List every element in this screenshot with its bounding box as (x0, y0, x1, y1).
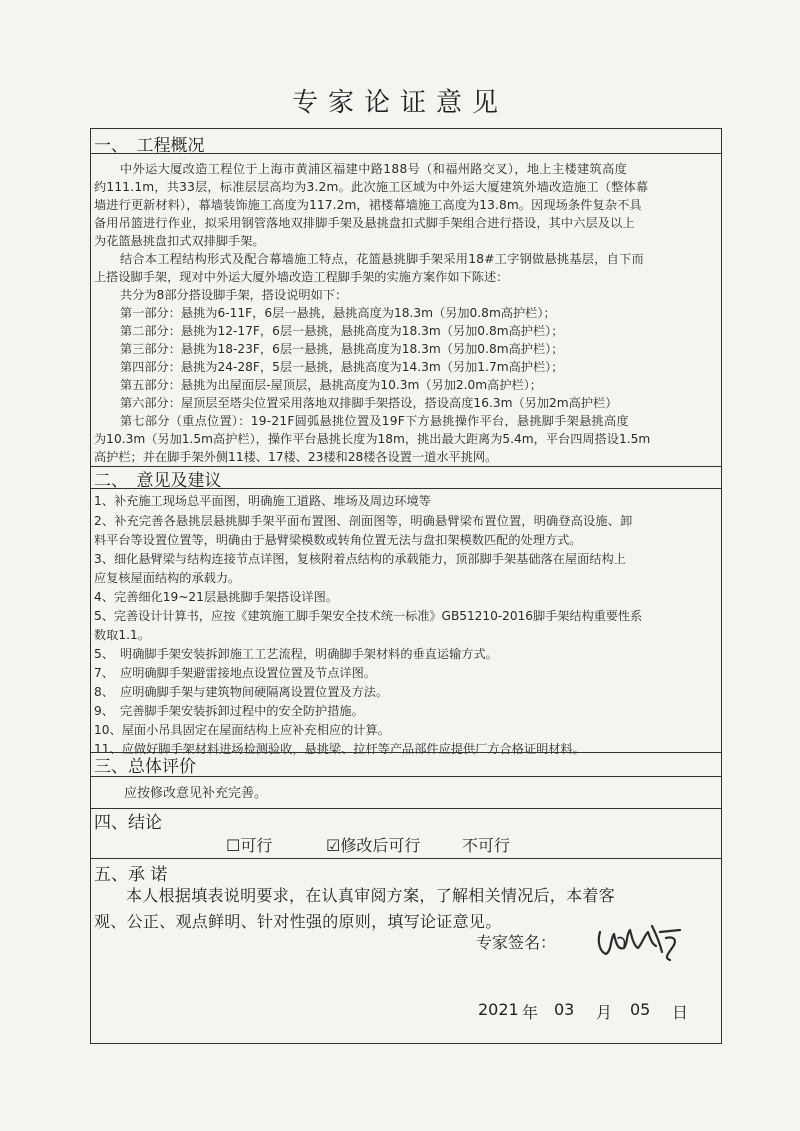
option-not-feasible[interactable] (462, 833, 510, 856)
signature-label: 专家签名： (476, 933, 557, 952)
overview-line: 为10.3m（另加1.5m高护栏），操作平台悬挑长度为18m，挑出最大距离为5.4m，平台四周搭设1.5m (94, 432, 651, 446)
date-day: 05 (630, 1000, 651, 1019)
date-month-unit: 月 (596, 1003, 613, 1022)
section-heading-opinions: 二、 意见及建议 (94, 471, 222, 491)
option-feasible[interactable] (226, 833, 272, 856)
overview-line: 第四部分：悬挑为24-28F，5层一悬挑，悬挑高度为14.3m（另加1.7m高护栏）； (120, 360, 564, 374)
date-year: 2021 (478, 1000, 519, 1019)
date-year-unit: 年 (522, 1003, 539, 1022)
overview-line: 墙进行更新材料），幕墙装饰施工高度为117.2m，裙楼幕墙施工高度为13.8m。因现场条件复杂不具 (94, 198, 642, 212)
opinion-line: 3、细化悬臂梁与结构连接节点详图，复核附着点结构的承载能力，顶部脚手架基础落在屋面结构上 (94, 552, 626, 566)
overview-line: 第二部分：悬挑为12-17F，6层一悬挑，悬挑高度为18.3m（另加0.8m高护栏）； (120, 324, 564, 338)
opinion-line: 料平台等设置位置等，明确由于悬臂梁模数或转角位置无法与盘扣架模数匹配的处理方式。 (94, 533, 582, 547)
commitment-line: 本人根据填表说明要求，在认真审阅方案，了解相关情况后，本着客 (126, 886, 616, 905)
overview-line: 为花篮悬挑盘扣式双排脚手架。 (94, 234, 265, 248)
opinion-line: 5、完善设计计算书，应按《建筑施工脚手架安全技术统一标准》GB51210-2016脚手架结构重要性系 (94, 609, 643, 623)
opinion-line: 7、 应明确脚手架避雷接地点设置位置及节点详图。 (94, 666, 376, 680)
date-day-unit: 日 (672, 1003, 689, 1022)
opinion-line: 数取1.1。 (94, 628, 150, 642)
heading-rule (90, 776, 722, 777)
overview-line: 上搭设脚手架，现对中外运大厦外墙改造工程脚手架的实施方案作如下陈述： (94, 270, 509, 284)
overview-line: 第五部分：悬挑为出屋面层-屋顶层，悬挑高度为10.3m（另加2.0m高护栏）； (120, 378, 542, 392)
document-title: 专家论证意见 (291, 88, 508, 118)
heading-rule (90, 153, 722, 154)
overview-line: 备用吊篮进行作业，拟采用钢管落地双排脚手架及悬挑盘扣式脚手架组合进行搭设，其中六层及以上 (94, 216, 635, 230)
overview-line: 第一部分：悬挑为6-11F，6层一悬挑，悬挑高度为18.3m（另加0.8m高护栏）； (120, 306, 556, 320)
checkbox-empty[interactable]: ☐ (226, 836, 241, 855)
overview-line: 第三部分：悬挑为18-23F，6层一悬挑，悬挑高度为18.3m（另加0.8m高护栏）； (120, 342, 564, 356)
overview-line: 高护栏；并在脚手架外侧11楼、17楼、23楼和28楼各设置一道水平挑网。 (94, 450, 498, 464)
option-feasible-after-revision[interactable] (326, 833, 420, 856)
overview-line: 共分为8部分搭设脚手架，搭设说明如下： (120, 288, 348, 302)
checkbox-checked[interactable]: ☑ (326, 836, 341, 855)
opinion-line: 9、 完善脚手架安装拆卸过程中的安全防护措施。 (94, 704, 364, 718)
option-label: 不可行 (462, 836, 511, 855)
section-heading-commitment: 五、承 诺 (94, 865, 168, 885)
opinion-line: 4、完善细化19~21层悬挑脚手架搭设详图。 (94, 590, 338, 604)
evaluation-text: 应按修改意见补充完善。 (124, 786, 268, 801)
opinion-line: 10、屋面小吊具固定在屋面结构上应补充相应的计算。 (94, 723, 390, 737)
opinion-line: 5、 明确脚手架安装拆卸施工工艺流程，明确脚手架材料的垂直运输方式。 (94, 647, 498, 661)
opinion-line: 8、 应明确脚手架与建筑物间硬隔离设置位置及方法。 (94, 685, 389, 699)
section-heading-overview: 一、 工程概况 (94, 136, 205, 156)
overview-line: 约111.1m，共33层，标准层层高均为3.2m。此次施工区域为中外运大厦建筑外墙改造施工（整体幕 (94, 180, 649, 194)
overview-line: 结合本工程结构形式及配合幕墙施工特点，花篮悬挑脚手架采用18#工字钢做悬挑基层，自下而 (120, 252, 644, 266)
section-heading-evaluation: 三、总体评价 (94, 757, 196, 777)
overview-line: 第七部分（重点位置）：19-21F圆弧悬挑位置及19F下方悬挑操作平台，悬挑脚手架悬挑高度 (120, 414, 629, 428)
heading-rule (90, 488, 722, 489)
opinion-line: 1、补充施工现场总平面图，明确施工道路、堆场及周边环境等 (94, 494, 431, 508)
option-label: 可行 (240, 836, 273, 855)
handwritten-signature (594, 918, 684, 962)
option-label: 修改后可行 (340, 836, 421, 855)
section-rule (90, 808, 722, 809)
date-month: 03 (554, 1000, 575, 1019)
section-rule (90, 858, 722, 859)
section-heading-conclusion: 四、结论 (94, 813, 162, 833)
commitment-line: 观、公正、观点鲜明、针对性强的原则，填写论证意见。 (94, 912, 502, 931)
opinion-line: 应复核屋面结构的承载力。 (94, 571, 241, 585)
overview-line: 第六部分：屋顶层至塔尖位置采用落地双排脚手架搭设，搭设高度16.3m（另加2m高护栏） (120, 396, 618, 410)
overview-line: 中外运大厦改造工程位于上海市黄浦区福建中路188号（和福州路交叉），地上主楼建筑高度 (120, 162, 628, 176)
opinion-line: 2、补充完善各悬挑层悬挑脚手架平面布置图、剖面图等，明确悬臂梁布置位置，明确登高设施、卸 (94, 514, 633, 528)
opinion-line: 11、应做好脚手架材料进场检测验收，悬挑梁、拉杆等产品部件应提供厂方合格证明材料。 (94, 742, 585, 756)
